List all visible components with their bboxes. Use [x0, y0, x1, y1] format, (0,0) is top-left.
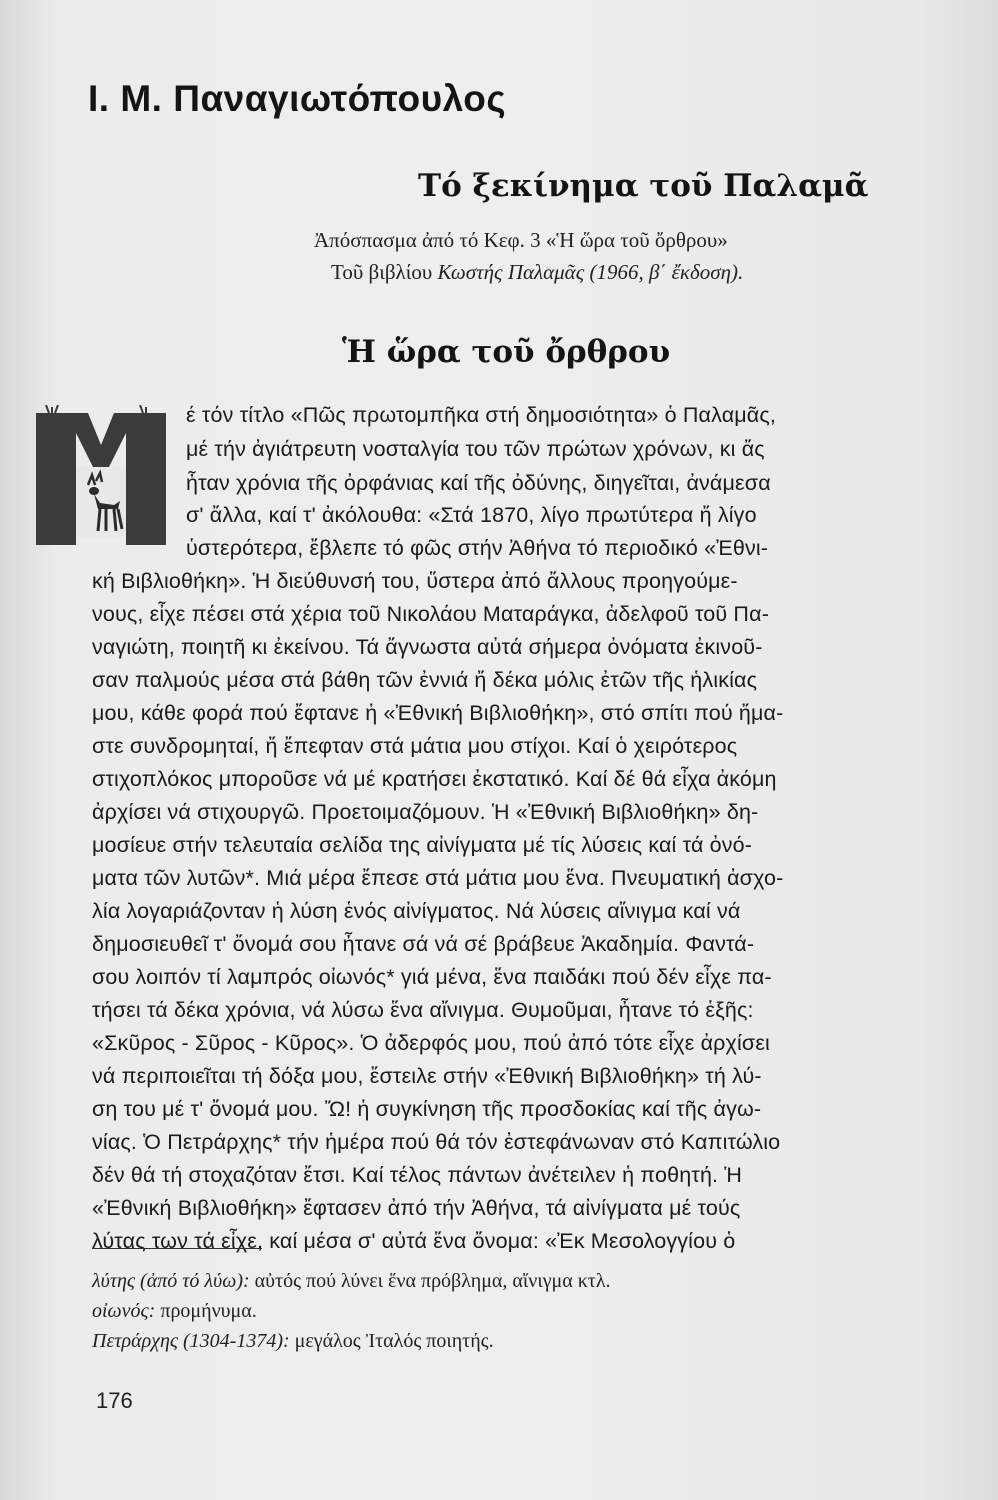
body-line: «Ἐθνική Βιβλιοθήκη» ἔφτασεν ἀπό τήν Ἀθήνα, τά αἰνίγματα μέ τούς	[92, 1196, 741, 1220]
chapter-title: Τό ξεκίνημα τοῦ Παλαμᾶ	[418, 168, 869, 204]
footnote-term: λύτης (ἀπό τό λύω):	[92, 1270, 250, 1292]
body-line: ναγιώτη, ποιητῆ κι ἐκείνου. Τά ἄγνωστα αὐτά σήμερα ὀνόματα ἐκινοῦ-	[92, 635, 763, 659]
body-line: σαν παλμούς μέσα στά βάθη τῶν ἐννιά ἤ δέκα μόλις ἐτῶν τῆς ἡλικίας	[92, 668, 758, 692]
body-line: στιχοπλόκος μποροῦσε νά μέ κρατήσει ἐκστατικό. Καί δέ θά εἶχα ἀκόμη	[92, 767, 777, 791]
source-book-title: Κωστής Παλαμᾶς (1966, β΄ ἔκδοση).	[437, 260, 744, 284]
body-line: ἦταν χρόνια τῆς ὀρφάνιας καί τῆς ὀδύνης, διηγεῖται, ἀνάμεσα	[186, 471, 771, 495]
body-line: νά περιποιεῖται τή δόξα μου, ἔστειλε στήν «Ἐθνική Βιβλιοθήκη» τή λύ-	[92, 1064, 762, 1088]
source-prefix: Τοῦ βιβλίου	[331, 260, 438, 284]
body-line: μέ τήν ἀγιάτρευτη νοσταλγία του τῶν πρώτων χρόνων, κι ἄς	[186, 437, 765, 461]
footnote-definition: αὐτός πού λύνει ἕνα πρόβλημα, αἴνιγμα κτλ.	[249, 1270, 611, 1292]
body-line: έ τόν τίτλο «Πῶς πρωτομπῆκα στή δημοσιότητα» ὁ Παλαμᾶς,	[186, 403, 777, 427]
page-number: 176	[96, 1388, 133, 1413]
body-line: σου λοιπόν τί λαμπρός οἰωνός* γιά μένα, ἕνα παιδάκι πού δέν εἶχε πα-	[92, 965, 772, 989]
source-line-1: Ἀπόσπασμα ἀπό τό Κεφ. 3 «Ἡ ὥρα τοῦ ὄρθρου»	[314, 228, 728, 252]
body-line: ση του μέ τ' ὄνομά μου. Ὤ! ἡ συγκίνηση τῆς προσδοκίας καί τῆς ἀγω-	[92, 1097, 762, 1121]
deer-dropcap-icon	[36, 405, 166, 545]
body-line: στε συνδρομηταί, ἤ ἔπεφταν στά μάτια μου στίχοι. Καί ὁ χειρότερος	[92, 734, 738, 758]
body-line: μοσίευε στήν τελευταία σελίδα της αἰνίγματα μέ τίς λύσεις καί τά ὀνό-	[92, 833, 753, 857]
body-line: νίας. Ὁ Πετράρχης* τήν ἡμέρα πού θά τόν ἐστεφάνωναν στό Καπιτώλιο	[92, 1130, 781, 1154]
footnote-term: Πετράρχης (1304-1374):	[92, 1330, 290, 1352]
source-line-2	[331, 260, 743, 285]
footnote-definition: μεγάλος Ἰταλός ποιητής.	[289, 1330, 494, 1352]
body-line: νους, εἶχε πέσει στά χέρια τοῦ Νικολάου Ματαράγκα, ἀδελφοῦ τοῦ Πα-	[92, 602, 769, 626]
body-line: ἀρχίσει νά στιχουργῶ. Προετοιμαζόμουν. Ἡ «Ἐθνική Βιβλιοθήκη» δη-	[92, 800, 759, 824]
body-line: λία λογαριάζονταν ἡ λύση ἑνός αἰνίγματος. Νά λύσεις αἴνιγμα καί νά	[92, 899, 741, 923]
body-line: λύτας των τά εἶχε, καί μέσα σ' αὐτά ἕνα ὄνομα: «Ἐκ Μεσολογγίου ὁ	[92, 1229, 736, 1253]
footnote-definition: προμήνυμα.	[155, 1300, 257, 1322]
footnote-term: οἰωνός:	[92, 1300, 156, 1322]
footnote	[92, 1300, 257, 1323]
footnote	[92, 1330, 494, 1353]
body-line: «Σκῦρος - Σῦρος - Κῦρος». Ὁ ἀδερφός μου, πού ἀπό τότε εἶχε ἀρχίσει	[92, 1031, 770, 1055]
footnote	[92, 1270, 611, 1293]
body-line: δέν θά τή στοχαζόταν ἔτσι. Καί τέλος πάντων ἀνέτειλεν ἡ ποθητή. Ἡ	[92, 1163, 743, 1187]
body-line: ὑστερότερα, ἔβλεπε τό φῶς στήν Ἀθήνα τό περιοδικό «Ἐθνι-	[186, 536, 769, 560]
body-line: κή Βιβλιοθήκη». Ἡ διεύθυνσή του, ὕστερα ἀπό ἄλλους προηγούμε-	[92, 569, 738, 593]
body-line: ματα τῶν λυτῶν*. Μιά μέρα ἔπεσε στά μάτια μου ἕνα. Πνευματική ἀσχο-	[92, 866, 784, 890]
body-line: δημοσιευθεῖ τ' ὄνομά σου ἦτανε σά νά σέ βράβευε Ἀκαδημία. Φαντά-	[92, 932, 755, 956]
body-line: μου, κάθε φορά πού ἔφτανε ἡ «Ἐθνική Βιβλιοθήκη», στό σπίτι πού ἤμα-	[92, 701, 784, 725]
author-name: Ι. Μ. Παναγιωτόπουλος	[88, 78, 507, 119]
footnote-divider	[92, 1248, 262, 1249]
body-line: σ' ἄλλα, καί τ' ἀκόλουθα: «Στά 1870, λίγο πρωτύτερα ἤ λίγο	[186, 503, 757, 527]
body-line: τήσει τά δέκα χρόνια, νά λύσω ἕνα αἴνιγμα. Θυμοῦμαι, ἦτανε τό ἑξῆς:	[92, 998, 754, 1022]
section-heading: Ἡ ὥρα τοῦ ὄρθρου	[342, 334, 671, 370]
